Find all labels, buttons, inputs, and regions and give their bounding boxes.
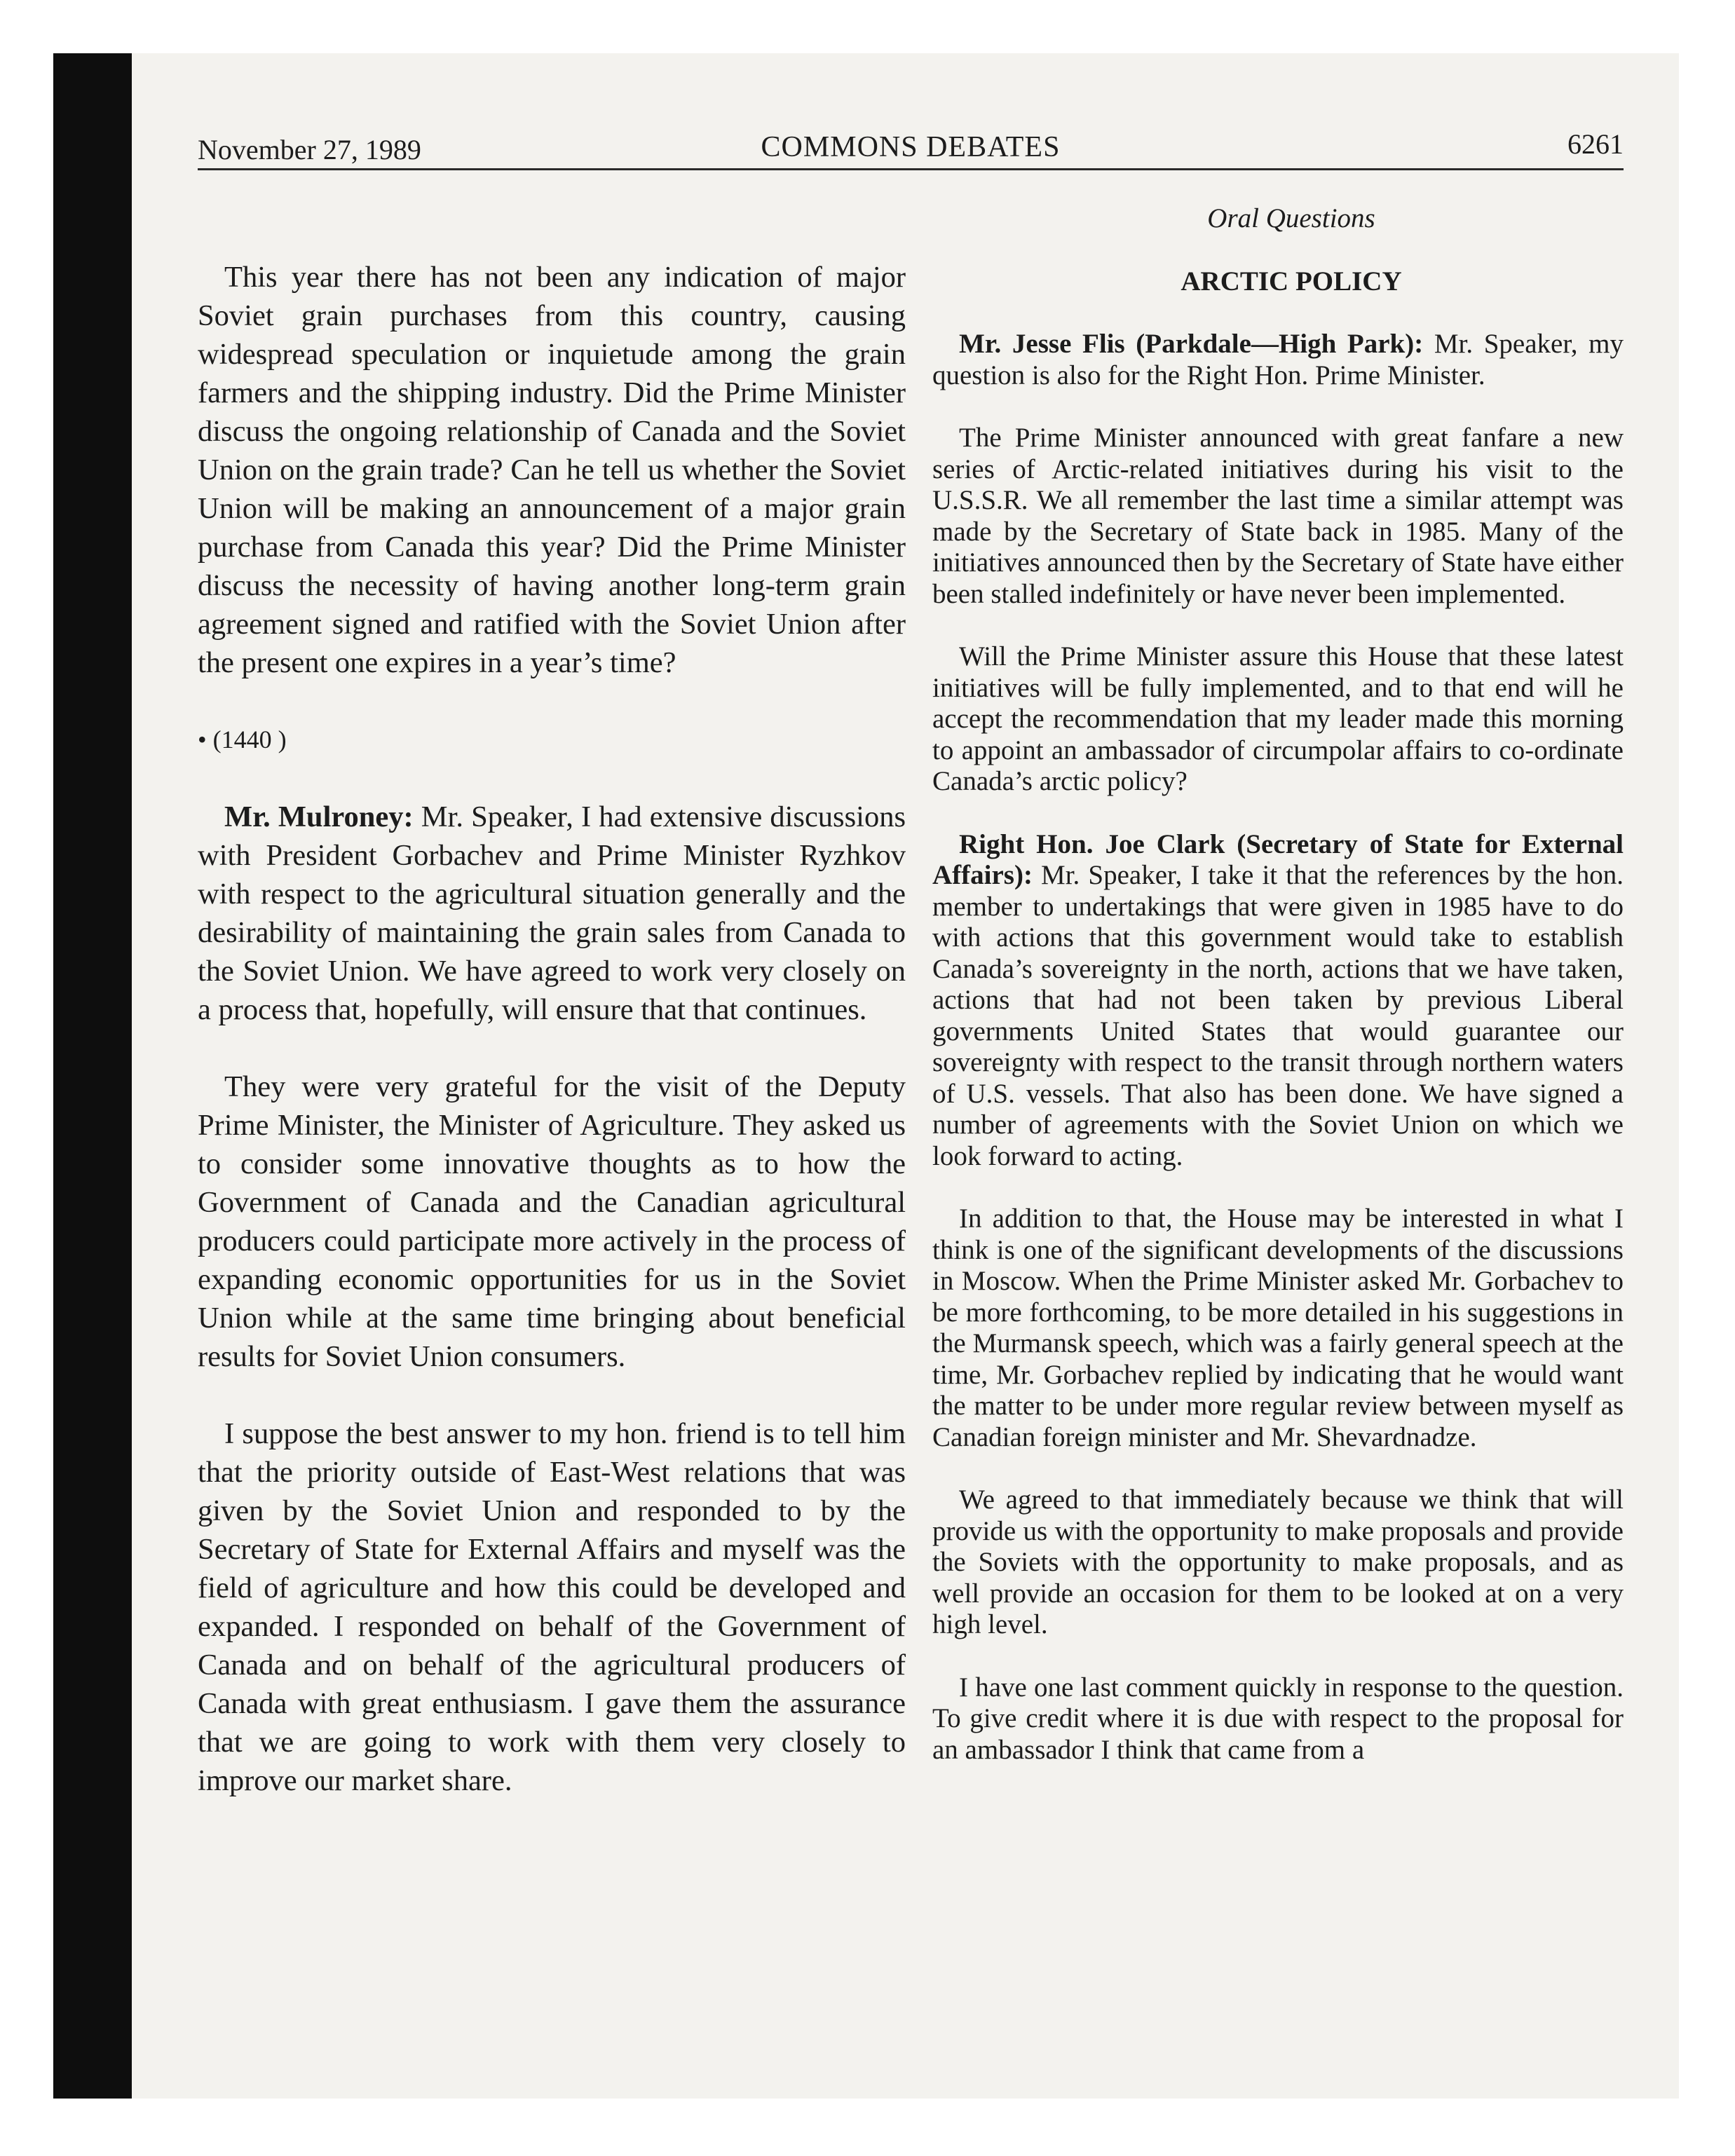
left-column bbox=[198, 258, 906, 1838]
paragraph: They were very grateful for the visit of the Deputy Prime Minister, the Minister of Agriculture. They asked us to consider some innovative thoughts as to how the Government of Canada and the Canadian agricultural producers could participate more actively in the process of expanding economic opportunities for us in the Soviet Union while at the same time bringing about beneficial results for Soviet Union consumers. bbox=[198, 1070, 906, 1373]
time-marker: • (1440 ) bbox=[198, 725, 287, 753]
speech-text: Mr. Speaker, I had extensive discussions with President Gorbachev and Prime Minister Ryzhkov with respect to the agricultural situation generally and the desirability of maintaining the grain sales from Canada to the Soviet Union. We have agreed to work very closely on a process that, hopefully, will ensure that that continues. bbox=[198, 800, 906, 1026]
speaker-name: Mr. Mulroney: bbox=[224, 800, 414, 833]
paragraph: I have one last comment quickly in response to the question. To give credit where it is due with respect to the proposal for an ambassador I think that came from a bbox=[932, 1672, 1624, 1765]
scan-edge-shadow bbox=[53, 53, 132, 2099]
paragraph: I suppose the best answer to my hon. friend is to tell him that the priority outside of East-West relations that was given by the Soviet Union and responded to by the Secretary of State for External Affairs and myself was the field of agriculture and how this could be developed and expanded. I responded on behalf of the Government of Canada and on behalf of the agricultural producers of Canada with great enthusiasm. I gave them the assurance that we are going to work with them very closely to improve our market share. bbox=[198, 1417, 906, 1797]
header-rule bbox=[198, 168, 1624, 170]
paragraph: The Prime Minister announced with great fanfare a new series of Arctic-related initiatives during his visit to the U.S.S.R. We all remember the last time a similar attempt was made by the Secretary of State back in 1985. Many of the initiatives announced then by the Secretary of State have either been stalled indefinitely or have never been implemented. bbox=[932, 423, 1624, 609]
page-number: 6261 bbox=[1567, 128, 1624, 160]
speech-text: Mr. Speaker, I take it that the references by the hon. member to undertakings that were given in 1985 have to do with actions that this government would take to establish Canada’s sovereignty in the north, actions that we have taken, actions that had not been taken by previous Liberal governments United States that would guarantee our sovereignty with respect to the transit through northern waters of U.S. vessels. That also has been done. We have signed a number of agreements with the Soviet Union on which we look forward to acting. bbox=[932, 860, 1624, 1171]
running-header bbox=[198, 125, 1624, 170]
paragraph bbox=[932, 329, 1624, 391]
section-heading: ARCTIC POLICY bbox=[1181, 266, 1402, 296]
paragraph: We agreed to that immediately because we think that will provide us with the opportunity to make proposals and provide the Soviets with the opportunity to make proposals, and as well provide an occasion for them to be looked at on a very high level. bbox=[932, 1485, 1624, 1639]
paragraph: In addition to that, the House may be interested in what I think is one of the significant developments of the discussions in Moscow. When the Prime Minister asked Mr. Gorbachev to be more forthcoming, to be more detailed in his suggestions in the Murmansk speech, which was a fairly general speech at the time, Mr. Gorbachev replied by indicating that he would want the matter to be under more regular review between myself as Canadian foreign minister and Mr. Shevardnadze. bbox=[932, 1203, 1624, 1452]
speaker-name: Mr. Jesse Flis (Parkdale—High Park): bbox=[959, 329, 1424, 359]
section-label: Oral Questions bbox=[1207, 203, 1375, 233]
speech-text: Mr. Speaker, my question is also for the Right Hon. Prime Minister. bbox=[932, 329, 1624, 390]
paragraph bbox=[932, 829, 1624, 1173]
header-title: COMMONS DEBATES bbox=[761, 131, 1061, 163]
paragraph: This year there has not been any indication of major Soviet grain purchases from this country, causing widespread speculation or inquietude among the grain farmers and the shipping industry. Did the Prime Minister discuss the ongoing relationship of Canada and the Soviet Union on the grain trade? Can he tell us whether the Soviet Union will be making an announcement of a major grain purchase from Canada this year? Did the Prime Minister discuss the necessity of having another long-term grain agreement signed and ratified with the Soviet Union after the present one expires in a year’s time? bbox=[198, 261, 906, 679]
paragraph: Will the Prime Minister assure this House that these latest initiatives will be fully implemented, and to that end will he accept the recommendation that my leader made this morning to appoint an ambassador of circumpolar affairs to co-ordinate Canada’s arctic policy? bbox=[932, 641, 1624, 796]
right-column bbox=[932, 203, 1624, 1797]
paragraph bbox=[198, 798, 906, 1029]
speaker-name: Right Hon. Joe Clark (Secretary of State for External Affairs): bbox=[932, 828, 1624, 890]
header-date: November 27, 1989 bbox=[198, 134, 421, 165]
